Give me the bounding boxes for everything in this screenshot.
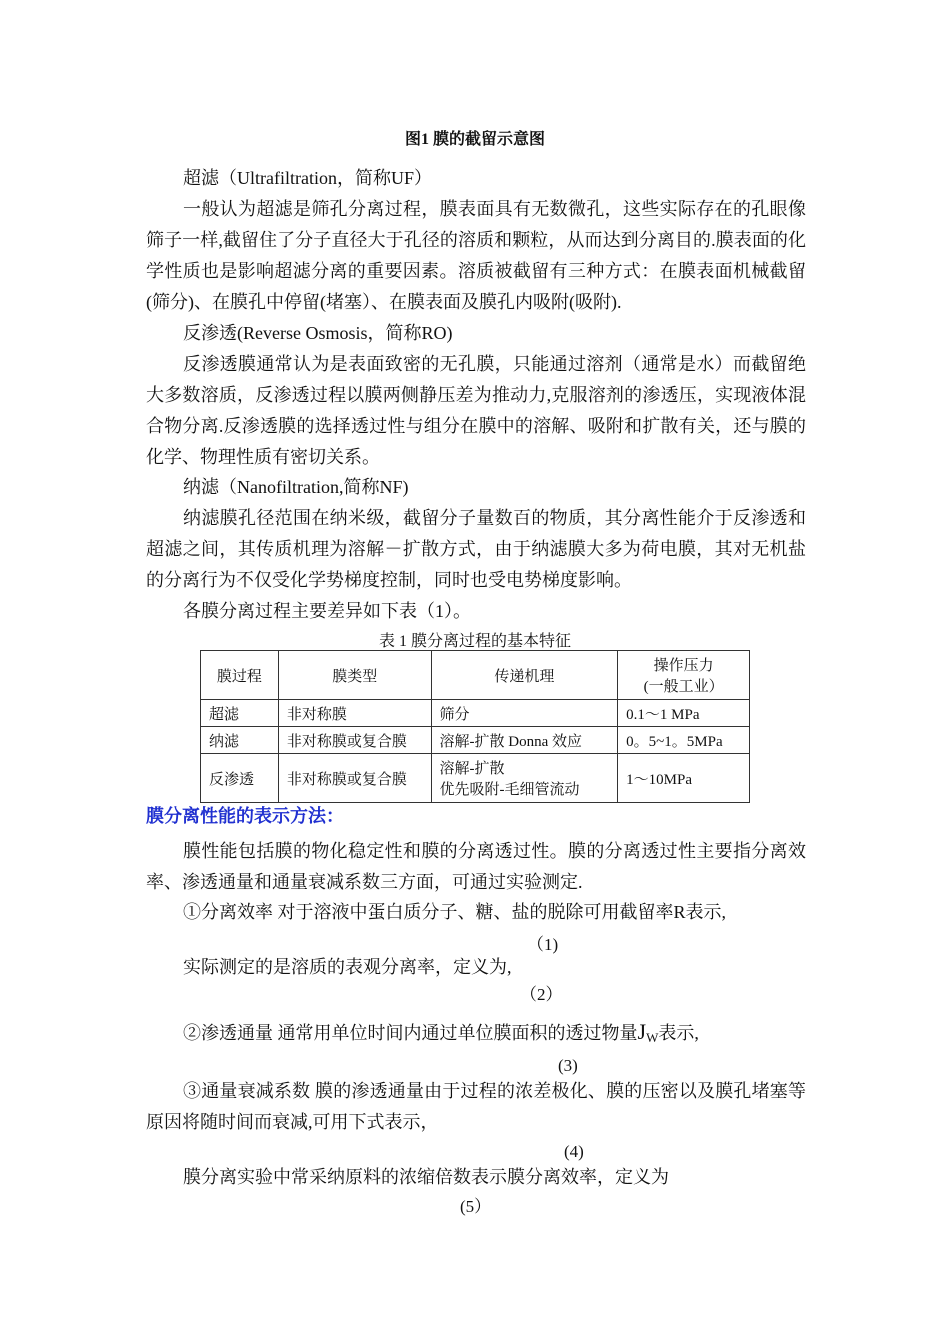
header-pressure [618,651,750,700]
table-intro: 各膜分离过程主要差异如下表（1）。 [183,601,471,621]
cell-membrane-type: 非对称膜 [278,700,431,727]
cell-mechanism-line1: 溶解-扩散 [439,761,505,777]
flux-symbol: J [637,1019,647,1044]
item-permeation-flux-text: ②渗透通量 通常用单位时间内通过单位膜面积的透过物量 [183,1023,638,1043]
cell-membrane-type: 非对称膜或复合膜 [278,754,431,803]
cell-mechanism-line2: 优先吸附-毛细管流动 [439,782,580,798]
table-row [201,754,750,803]
ro-body: 反渗透膜通常认为是表面致密的无孔膜，只能通过溶剂（通常是水）而截留绝大多数溶质，反渗透过程以膜两侧静压差为推动力,克服溶剂的渗透压，实现液体混合物分离.反渗透膜的选择透过性与组分在膜中的溶解、吸附和扩散有关，还与膜的化学、物理性质有密切关系。 [146,354,806,467]
item-permeation-flux-end: 表示, [658,1023,699,1043]
cell-mechanism: 筛分 [431,700,618,727]
equation-number-4: (4) [564,1142,584,1161]
section-heading: 膜分离性能的表示方法： [146,806,344,827]
flux-subscript: W [646,1030,659,1045]
cell-process: 纳滤 [201,727,279,754]
cell-process: 反渗透 [201,754,279,803]
equation-number-2: （2） [520,985,563,1004]
membrane-process-table [200,650,750,803]
equation-number-1: （1) [527,935,559,954]
figure-caption: 图1 膜的截留示意图 [404,131,545,148]
item-separation-efficiency: ①分离效率 对于溶液中蛋白质分子、糖、盐的脱除可用截留率R表示, [183,902,727,922]
performance-intro: 膜性能包括膜的物化稳定性和膜的分离透过性。膜的分离透过性主要指分离效率、渗透通量和通量衰减系数三方面，可通过实验测定. [146,841,806,892]
cell-pressure: 0.1～1 MPa [618,700,750,727]
header-process: 膜过程 [201,651,279,700]
equation-number-3: (3) [558,1056,578,1075]
concentration-text: 膜分离实验中常采纳原料的浓缩倍数表示膜分离效率，定义为 [183,1167,669,1187]
table-row [201,727,750,754]
cell-mechanism [431,754,618,803]
nf-body: 纳滤膜孔径范围在纳米级，截留分子量数百的物质，其分离性能介于反渗透和超滤之间，其传质机理为溶解－扩散方式，由于纳滤膜大多为荷电膜，其对无机盐的分离行为不仅受化学势梯度控制，同时也受电势梯度影响。 [146,508,806,590]
header-mechanism: 传递机理 [431,651,618,700]
uf-heading: 超滤（Ultrafiltration，简称UF） [183,168,432,188]
apparent-rate-text: 实际测定的是溶质的表观分离率，定义为, [183,957,512,977]
ro-heading: 反渗透(Reverse Osmosis，简称RO) [183,323,453,343]
table-header-row [201,651,750,700]
cell-pressure: 1～10MPa [618,754,750,803]
item-flux-decay: ③通量衰减系数 膜的渗透通量由于过程的浓差极化、膜的压密以及膜孔堵塞等原因将随时间而衰减,可用下式表示， [146,1081,806,1132]
header-membrane-type: 膜类型 [278,651,431,700]
cell-mechanism: 溶解-扩散 Donna 效应 [431,727,618,754]
header-pressure-line1: 操作压力 [653,658,714,674]
cell-process: 超滤 [201,700,279,727]
cell-pressure: 0。5~1。5MPa [618,727,750,754]
equation-number-5: (5） [460,1197,492,1216]
cell-membrane-type: 非对称膜或复合膜 [278,727,431,754]
header-pressure-line2: (一般工业） [643,679,724,695]
table-row [201,700,750,727]
nf-heading: 纳滤（Nanofiltration,简称NF) [183,477,409,497]
item-permeation-flux [146,1016,806,1053]
uf-body: 一般认为超滤是筛孔分离过程，膜表面具有无数微孔，这些实际存在的孔眼像筛子一样,截留住了分子直径大于孔径的溶质和颗粒，从而达到分离目的.膜表面的化学性质也是影响超滤分离的重要因素。溶质被截留有三种方式：在膜表面机械截留(筛分)、在膜孔中停留(堵塞）、在膜表面及膜孔内吸附(吸附). [146,199,806,312]
table-caption: 表 1 膜分离过程的基本特征 [378,633,571,650]
